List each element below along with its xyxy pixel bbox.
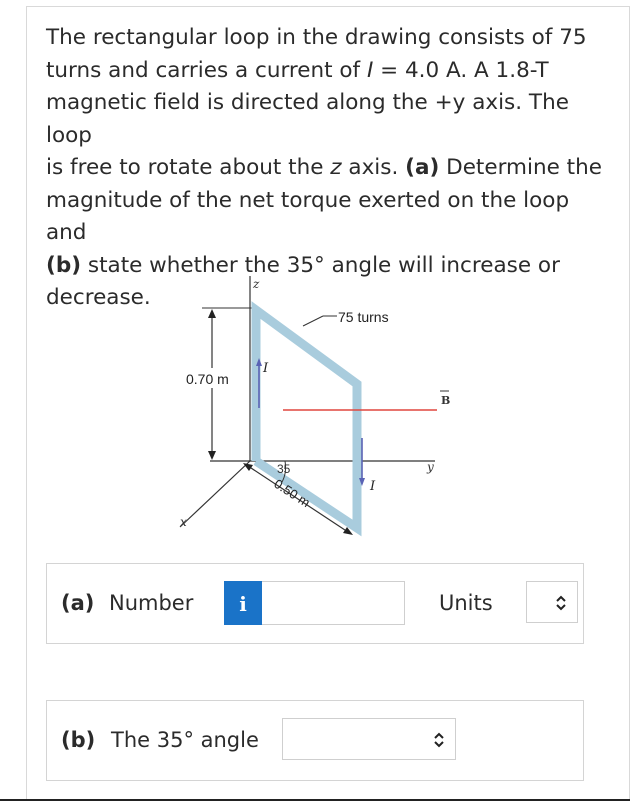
units-select[interactable]: [526, 581, 578, 623]
frame-left-border: [26, 6, 27, 801]
units-label: Units: [439, 591, 493, 615]
chevron-updown-icon: [433, 731, 445, 749]
current-label-right: I: [370, 479, 376, 494]
number-label: Number: [109, 591, 194, 615]
x-axis-line: [180, 461, 250, 527]
number-input[interactable]: [262, 581, 405, 625]
current-label-left: I: [263, 361, 269, 376]
problem-line: is free to rotate about the: [46, 155, 331, 180]
loop-diagram: [165, 268, 475, 558]
problem-line: = 4.0 A. A 1.8-T: [373, 57, 549, 83]
problem-line: The rectangular loop in the drawing consists of 75: [46, 25, 587, 50]
problem-line: state whether the 35° angle will increase or: [81, 252, 560, 278]
magnetic-field-label: B: [441, 394, 451, 407]
part-a-marker: (a): [405, 155, 440, 180]
turns-leader-line: [303, 316, 323, 326]
problem-line: decrease.: [46, 285, 151, 310]
info-button[interactable]: [224, 581, 262, 625]
problem-line: turns and carries a current of: [46, 57, 367, 83]
problem-line: magnetic field is directed along the +y axis. The loop: [46, 90, 569, 148]
part-b-label: (b): [61, 728, 96, 752]
part-a-label: (a): [61, 591, 95, 615]
width-label: 0.50 m: [271, 475, 313, 511]
frame-top-border: [26, 6, 630, 7]
height-label: 0.70 m: [186, 371, 229, 387]
part-b-panel: [46, 700, 584, 781]
chevron-updown-icon: [555, 594, 567, 612]
turns-label: 75 turns: [338, 309, 389, 325]
axis-variable: z: [330, 155, 342, 180]
y-axis-label: y: [427, 460, 434, 474]
z-axis-label: z: [253, 277, 260, 291]
part-b-marker: (b): [46, 252, 82, 278]
x-axis-label: x: [180, 515, 187, 529]
info-icon: i: [239, 592, 247, 616]
problem-line: Determine the: [439, 155, 602, 180]
problem-line: magnitude of the net torque exerted on the loop and: [46, 187, 570, 245]
height-arrow-bottom: [208, 451, 216, 460]
angle-question-label: The 35° angle: [111, 728, 259, 752]
angle-select[interactable]: [282, 718, 456, 760]
part-a-panel: [46, 563, 584, 644]
angle-label: 35: [277, 462, 291, 476]
loop-diagram-svg: [165, 268, 475, 558]
current-variable: I: [366, 57, 374, 83]
height-arrow-top: [208, 309, 216, 318]
problem-line: axis.: [341, 155, 406, 180]
